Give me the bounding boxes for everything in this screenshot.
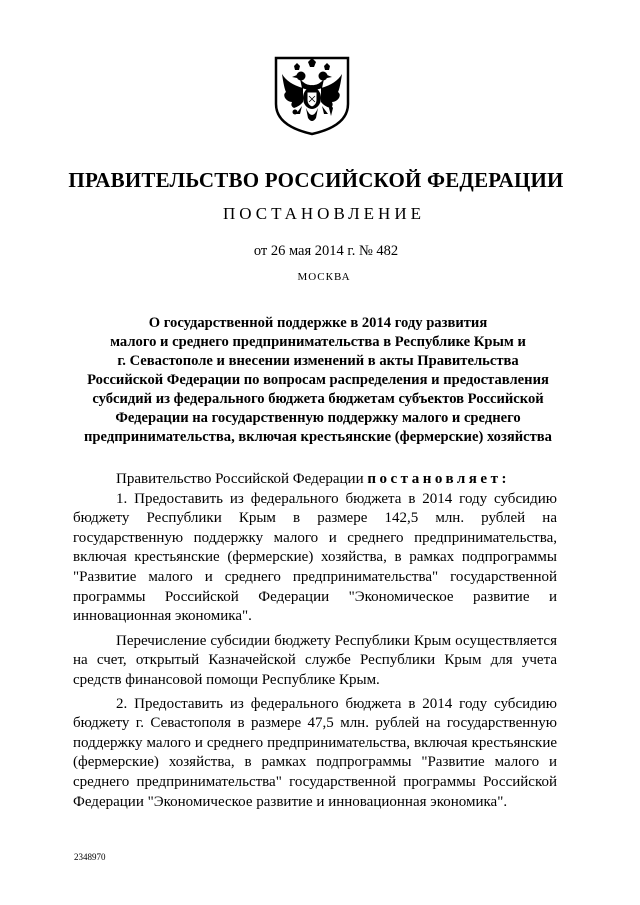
- document-id-number: 2348970: [74, 852, 106, 862]
- document-kind-heading: ПОСТАНОВЛЕНИЕ: [222, 204, 425, 223]
- body-line: инновационная экономика".: [73, 608, 252, 625]
- body-line: программы Российской Федерации "Экономическое развитие и: [73, 588, 557, 605]
- body-line: 2. Предоставить из федерального бюджета в 2014 году субсидию: [116, 695, 557, 712]
- coat-of-arms-emblem-icon: [272, 52, 352, 136]
- body-line: среднего предпринимательства" государственной программы Российской: [73, 773, 557, 790]
- title-line: Федерации на государственную поддержку малого и среднего: [115, 410, 521, 426]
- title-line: г. Севастополе и внесении изменений в акты Правительства: [117, 353, 519, 369]
- resolution-title: [70, 314, 566, 447]
- body-line: (фермерские) хозяйства, в рамках подпрограммы "Развитие малого и: [73, 754, 557, 771]
- title-line: О государственной поддержке в 2014 году развития: [148, 315, 488, 331]
- resolution-body: [73, 470, 557, 812]
- intro-prefix: Правительство Российской Федерации: [116, 471, 368, 487]
- body-line: "Развитие малого и среднего предпринимательства" государственной: [73, 568, 557, 585]
- body-line: включая крестьянские (фермерские) хозяйства, в рамках подпрограммы: [73, 549, 557, 566]
- title-line: субсидий из федерального бюджета бюджетам субъектов Российской: [92, 391, 544, 407]
- body-line: на счет, открытый Казначейской службе Республики Крым для учета: [73, 652, 557, 669]
- government-name-heading: ПРАВИТЕЛЬСТВО РОССИЙСКОЙ ФЕДЕРАЦИИ: [68, 168, 564, 192]
- title-line: малого и среднего предпринимательства в Республике Крым и: [110, 334, 526, 350]
- intro-verb: постановляет:: [367, 471, 510, 487]
- body-line: Перечисление субсидии бюджету Республики Крым осуществляется: [116, 632, 557, 649]
- document-date-number: от 26 мая 2014 г. № 482: [253, 243, 399, 259]
- city-label: МОСКВА: [297, 271, 351, 283]
- body-line: поддержку малого и среднего предпринимательства, включая крестьянские: [73, 734, 557, 751]
- body-line: средств финансовой помощи Республике Крым.: [73, 671, 380, 688]
- title-line: предпринимательства, включая крестьянские (фермерские) хозяйства: [84, 429, 552, 445]
- intro-paragraph: [73, 470, 557, 490]
- body-line: 1. Предоставить из федерального бюджета в 2014 году субсидию: [116, 490, 557, 507]
- body-line: государственную поддержку малого и среднего предпринимательства,: [73, 529, 557, 546]
- body-line: бюджету Республики Крым в размере 142,5 млн. рублей на: [73, 510, 557, 527]
- body-line: бюджету г. Севастополя в размере 47,5 млн. рублей на государственную: [73, 715, 557, 732]
- body-line: Федерации "Экономическое развитие и инновационная экономика".: [73, 793, 508, 810]
- title-line: Российской Федерации по вопросам распределения и предоставления: [87, 372, 549, 388]
